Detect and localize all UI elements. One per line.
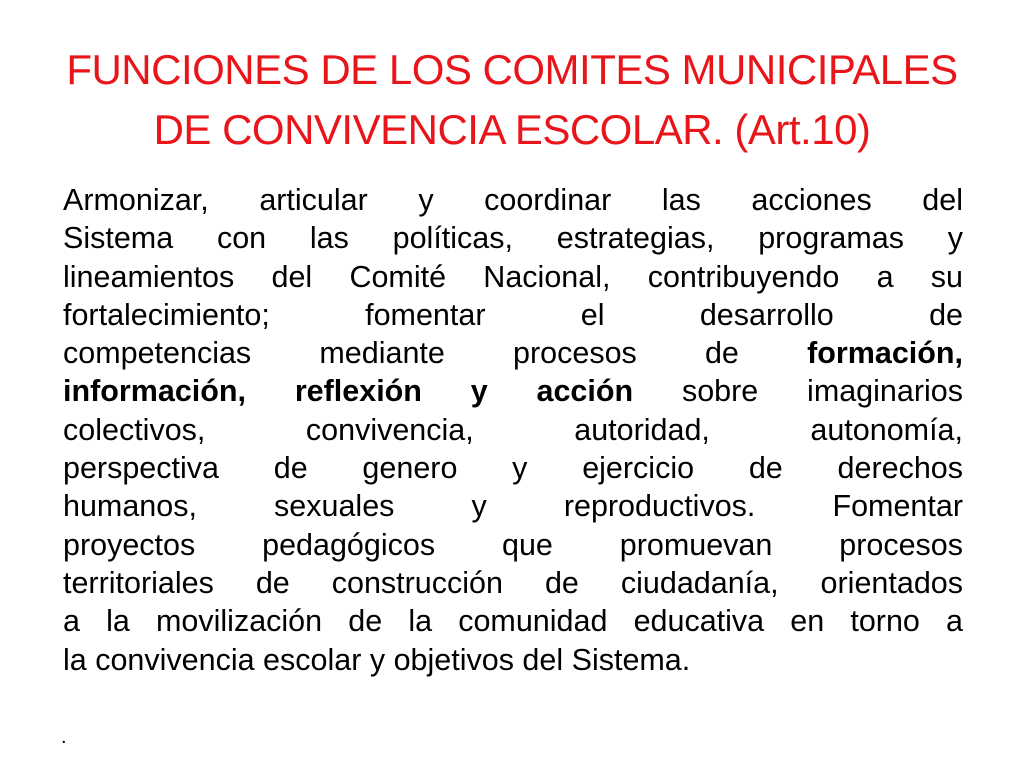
body-text-segment: sobre imaginarios	[633, 374, 963, 409]
body-line: fortalecimiento; fomentar el desarrollo de	[63, 297, 963, 332]
body-line: la convivencia escolar y objetivos del Sistema.	[63, 642, 691, 677]
body-line	[63, 334, 963, 372]
body-line	[63, 372, 963, 410]
body-line: a la movilización de la comunidad educativa en torno a	[63, 604, 963, 639]
slide-title-line-1: FUNCIONES DE LOS COMITES MUNICIPALES	[66, 46, 958, 93]
body-line: Armonizar, articular y coordinar las acciones del	[63, 183, 963, 217]
body-line: Sistema con las políticas, estrategias, programas y	[63, 221, 963, 256]
body-bold-term: información, reflexión y acción	[63, 374, 634, 409]
body-line: proyectos pedagógicos que promuevan procesos	[63, 527, 963, 562]
footer-mark: .	[61, 726, 67, 748]
slide-body-paragraph	[63, 181, 963, 679]
body-line: territoriales de construcción de ciudadanía, orientados	[63, 565, 963, 600]
slide-title-line-2: DE CONVIVENCIA ESCOLAR. (Art.10)	[153, 106, 871, 153]
body-text-segment: competencias mediante procesos de	[63, 336, 808, 371]
slide-title	[40, 40, 984, 160]
body-line: lineamientos del Comité Nacional, contribuyendo a su	[63, 259, 963, 294]
body-bold-term: formación,	[807, 336, 963, 371]
body-line: colectivos, convivencia, autoridad, autonomía,	[63, 412, 963, 447]
body-line: humanos, sexuales y reproductivos. Fomentar	[63, 489, 963, 524]
body-line: perspectiva de genero y ejercicio de derechos	[63, 451, 963, 486]
